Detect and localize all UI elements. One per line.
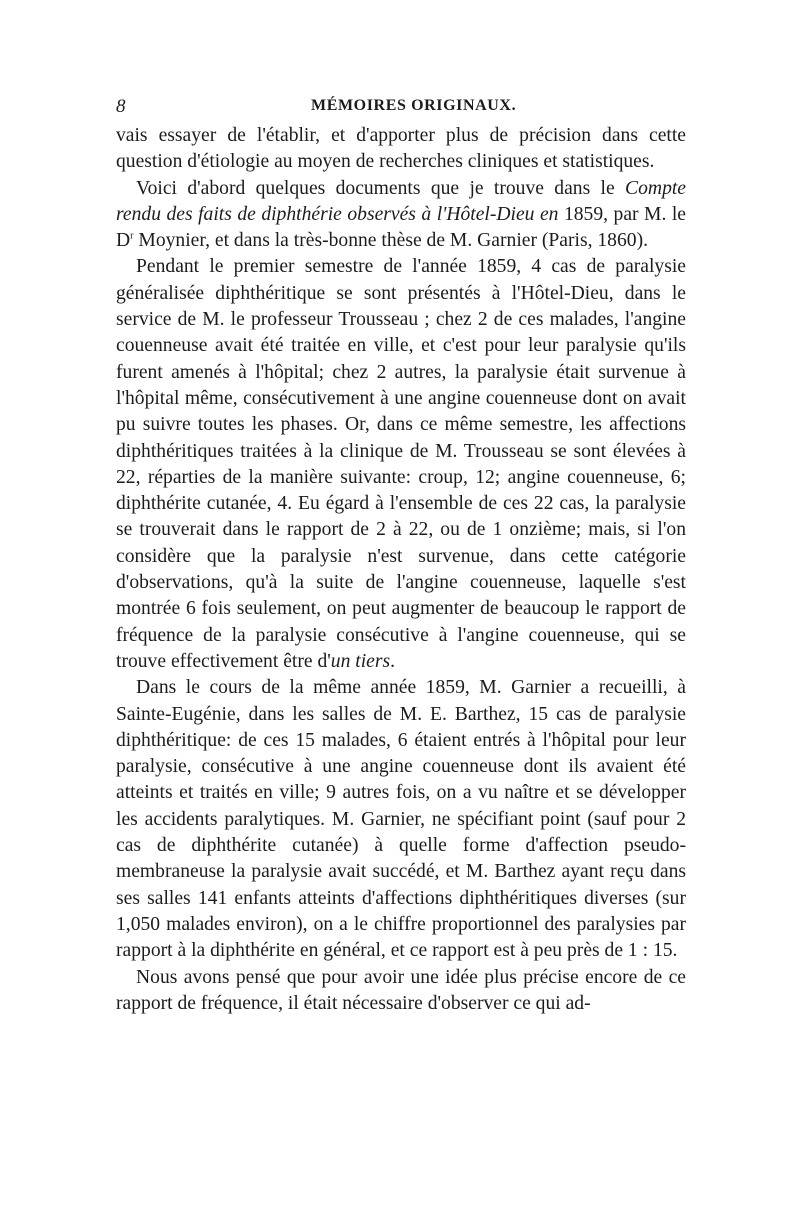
paragraph-documents-text-2: 1859, par M. le D	[116, 203, 686, 252]
page-number: 8	[116, 96, 126, 117]
running-head	[116, 96, 686, 120]
report-title: Compte rendu des faits de diphthérie observés à l'Hôtel-Dieu en	[116, 177, 686, 225]
running-title: MÉMOIRES ORIGINAUX.	[311, 97, 517, 114]
paragraph-hotel-dieu-end: .	[390, 650, 396, 672]
paragraph-continuation: vais essayer de l'établir, et d'apporter plus de précision dans cette question d'étiologie au moyen de recherches cliniques et statistiques.	[116, 125, 686, 173]
doctor-abbrev-superscript: r	[130, 230, 134, 242]
paragraph-documents-text-3: Moynier, et dans la très-bonne thèse de M. Garnier (Paris, 1860).	[133, 230, 648, 252]
paragraph-final: Nous avons pensé que pour avoir une idée plus précise encore de ce rapport de fréquence, il était nécessaire d'observer ce qui ad-	[116, 966, 686, 1014]
emphasis-un-tiers: un tiers	[330, 650, 391, 672]
paragraph-hotel-dieu	[116, 254, 686, 675]
paragraph-hotel-dieu-text: Pendant le premier semestre de l'année 1859, 4 cas de paralysie généralisée diphthéritique se sont présentés à l'Hôtel-Dieu, dans le service de M. le professeur Trousseau ; chez 2 de ces malades, l'angine couenneuse avait été traitée en ville, et c'est pour leur paralysie qu'ils furent amenés à l'hôpital; chez 2 autres, la paralysie était survenue à l'hôpital même, consécutivement à une angine couenneuse dont on avait pu suivre toutes les phases. Or, dans ce même semestre, les affections diphthéritiques traitées à la clinique de M. Trousseau se sont élevées à 22, réparties de la manière suivante: croup, 12; angine couenneuse, 6; diphthérite cutanée, 4. Eu égard à l'ensemble de ces 22 cas, la paralysie se trouverait dans le rapport de 2 à 22, ou de 1 onzième; mais, si l'on considère que la paralysie n'est survenue, dans cette catégorie d'observations, qu'à la suite de l'angine couenneuse, laquelle s'est montrée 6 fois seulement, on peut augmenter de beaucoup le rapport de fréquence de la paralysie consécutive à l'angine couenneuse, qui se trouve effectivement être d'	[116, 256, 686, 672]
paragraph-documents-text: Voici d'abord quelques documents que je trouve dans le	[136, 177, 626, 199]
body-text	[116, 123, 686, 1017]
paragraph-sainte-eugenie: Dans le cours de la même année 1859, M. Garnier a recueilli, à Sainte-Eugénie, dans les salles de M. E. Barthez, 15 cas de paralysie diphthéritique: de ces 15 malades, 6 étaient entrés à l'hôpital pour leur paralysie, consécutive à une angine couenneuse dont ils avaient été atteints et traités en ville; 9 autres fois, on a vu naître et se développer les accidents paralytiques. M. Garnier, ne spécifiant point (sauf pour 2 cas de diphthérite cutanée) à quelle forme d'affection pseudo-membraneuse la paralysie avait succédé, et M. Barthez ayant reçu dans ses salles 141 enfants atteints d'affections diphthéritiques diverses (sur 1,050 malades environ), on a le chiffre proportionnel des paralysies par rapport à la diphthérite en général, et ce rapport est à peu près de 1 : 15.	[116, 677, 686, 962]
paragraph-documents	[116, 176, 686, 255]
